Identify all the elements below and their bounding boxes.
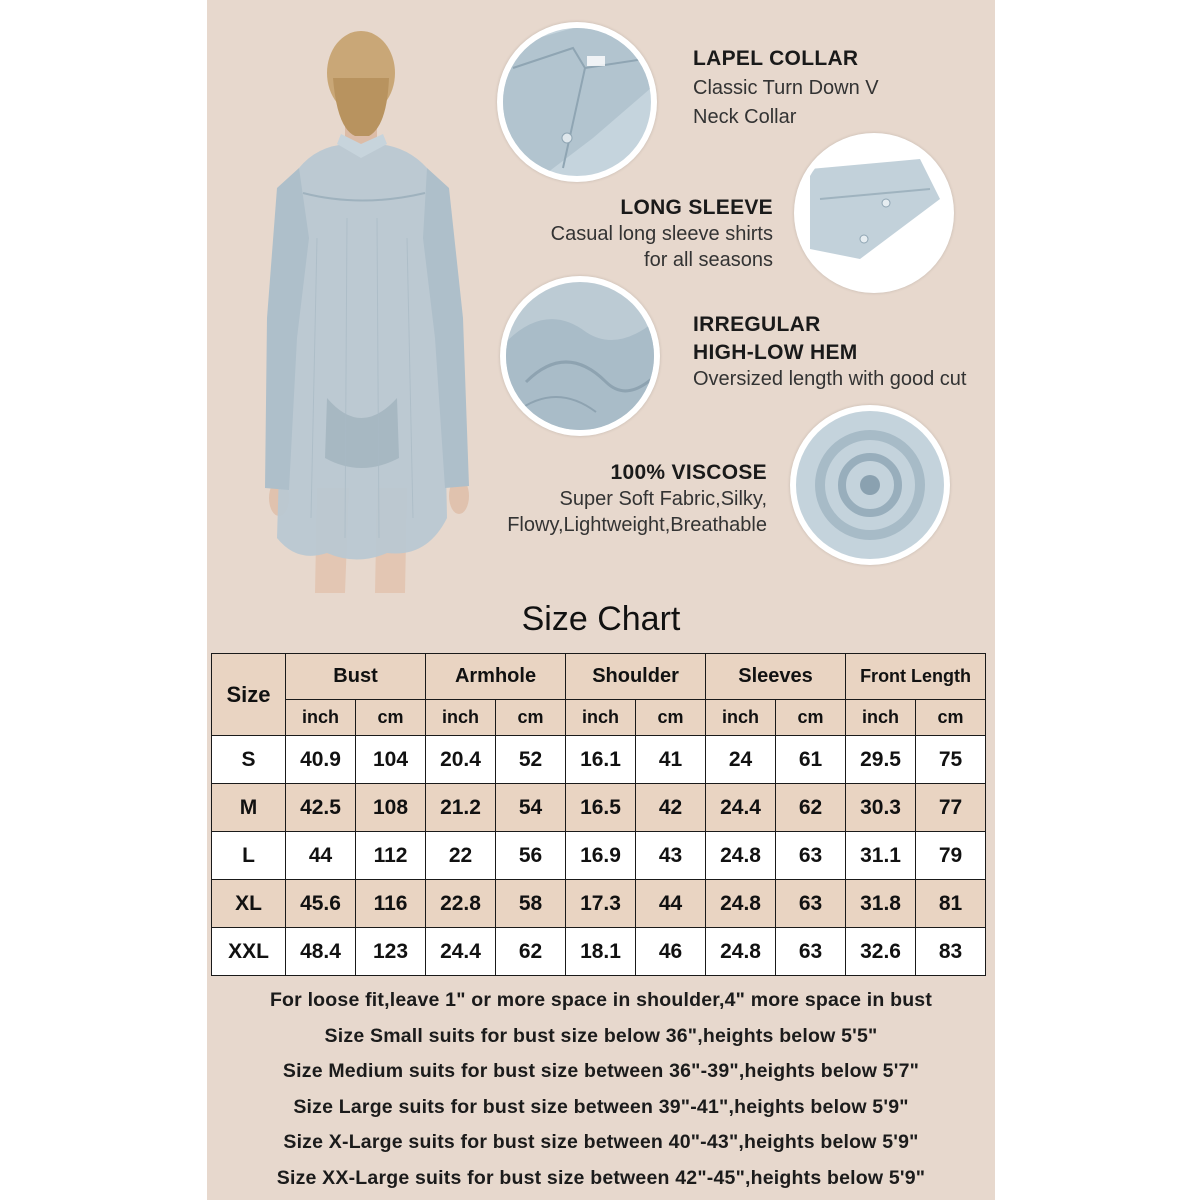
table-cell: 54: [496, 784, 566, 832]
unit-header: cm: [356, 700, 426, 736]
unit-header: cm: [776, 700, 846, 736]
feature-title: LONG SLEEVE: [620, 196, 773, 219]
table-row: [212, 880, 986, 928]
note-line: Size Small suits for bust size below 36",heights below 5'5": [324, 1024, 878, 1047]
table-row: [212, 928, 986, 976]
group-header-bust: Bust: [286, 654, 426, 700]
hem-detail-image: [500, 276, 660, 436]
feature-desc: Super Soft Fabric,Silky,: [559, 488, 767, 510]
table-cell: 108: [356, 784, 426, 832]
table-cell: 52: [496, 736, 566, 784]
feature-title: IRREGULAR: [693, 313, 821, 336]
table-cell: 30.3: [846, 784, 916, 832]
table-cell: 18.1: [566, 928, 636, 976]
size-header: Size: [212, 654, 286, 736]
size-chart-table: [211, 653, 986, 976]
feature-desc: Classic Turn Down V: [693, 77, 879, 99]
table-cell: 81: [916, 880, 986, 928]
feature-irregular-hem: [693, 312, 967, 392]
table-cell: 56: [496, 832, 566, 880]
size-notes: [207, 985, 995, 1198]
table-cell: 48.4: [286, 928, 356, 976]
feature-title: 100% VISCOSE: [610, 461, 767, 484]
unit-header: inch: [706, 700, 776, 736]
table-cell: 24.8: [706, 880, 776, 928]
table-cell: 42: [636, 784, 706, 832]
table-cell: 79: [916, 832, 986, 880]
group-header-front-length: Front Length: [846, 654, 986, 700]
note-line: Size X-Large suits for bust size between 40"-43",heights below 5'9": [283, 1131, 919, 1153]
table-cell: 63: [776, 928, 846, 976]
unit-header: inch: [846, 700, 916, 736]
table-cell: 83: [916, 928, 986, 976]
table-cell: 22.8: [426, 880, 496, 928]
table-cell: 16.1: [566, 736, 636, 784]
table-row: [212, 784, 986, 832]
table-cell: 32.6: [846, 928, 916, 976]
table-cell: 45.6: [286, 880, 356, 928]
table-cell: 24.4: [426, 928, 496, 976]
table-cell: 24: [706, 736, 776, 784]
group-header-sleeves: Sleeves: [706, 654, 846, 700]
feature-desc: Oversized length with good cut: [693, 368, 967, 390]
unit-header: inch: [286, 700, 356, 736]
feature-long-sleeve: [507, 195, 773, 273]
table-cell: 31.1: [846, 832, 916, 880]
note-line: Size XX-Large suits for bust size between 42"-45",heights below 5'9": [276, 1166, 926, 1189]
feature-title-line2: HIGH-LOW HEM: [693, 341, 858, 364]
feature-title: LAPEL COLLAR: [693, 47, 859, 70]
group-header-shoulder: Shoulder: [566, 654, 706, 700]
unit-header: cm: [916, 700, 986, 736]
fabric-detail-image: [790, 405, 950, 565]
table-cell: 24.8: [706, 832, 776, 880]
table-cell: 62: [776, 784, 846, 832]
table-cell: 31.8: [846, 880, 916, 928]
size-cell: S: [212, 736, 286, 784]
table-cell: 63: [776, 832, 846, 880]
model-back-view-image: [237, 18, 487, 593]
table-cell: 62: [496, 928, 566, 976]
feature-desc: for all seasons: [644, 249, 773, 271]
feature-lapel-collar: [693, 46, 879, 130]
feature-viscose: [477, 460, 767, 538]
table-row: [212, 832, 986, 880]
table-cell: 24.4: [706, 784, 776, 832]
table-cell: 17.3: [566, 880, 636, 928]
note-line: Size Medium suits for bust size between 36"-39",heights below 5'7": [282, 1060, 920, 1082]
size-cell: M: [212, 784, 286, 832]
table-cell: 112: [356, 832, 426, 880]
table-cell: 20.4: [426, 736, 496, 784]
table-cell: 123: [356, 928, 426, 976]
table-cell: 21.2: [426, 784, 496, 832]
size-cell: L: [212, 832, 286, 880]
unit-header: cm: [636, 700, 706, 736]
unit-header: cm: [496, 700, 566, 736]
product-image: [207, 0, 995, 1200]
group-header-armhole: Armhole: [426, 654, 566, 700]
size-cell: XXL: [212, 928, 286, 976]
table-cell: 104: [356, 736, 426, 784]
table-cell: 42.5: [286, 784, 356, 832]
size-cell: XL: [212, 880, 286, 928]
table-cell: 41: [636, 736, 706, 784]
table-cell: 40.9: [286, 736, 356, 784]
table-cell: 16.9: [566, 832, 636, 880]
table-cell: 44: [286, 832, 356, 880]
table-cell: 61: [776, 736, 846, 784]
collar-detail-image: [497, 22, 657, 182]
table-cell: 29.5: [846, 736, 916, 784]
table-cell: 43: [636, 832, 706, 880]
table-cell: 16.5: [566, 784, 636, 832]
table-cell: 24.8: [706, 928, 776, 976]
table-cell: 22: [426, 832, 496, 880]
feature-desc: Neck Collar: [693, 106, 797, 128]
feature-desc: Casual long sleeve shirts: [550, 223, 773, 245]
unit-header: inch: [566, 700, 636, 736]
unit-header: inch: [426, 700, 496, 736]
table-cell: 63: [776, 880, 846, 928]
size-chart-title: Size Chart: [521, 600, 681, 638]
table-cell: 77: [916, 784, 986, 832]
feature-desc: Flowy,Lightweight,Breathable: [507, 514, 767, 536]
table-cell: 116: [356, 880, 426, 928]
table-row: [212, 736, 986, 784]
table-cell: 46: [636, 928, 706, 976]
table-cell: 58: [496, 880, 566, 928]
note-line: For loose fit,leave 1" or more space in shoulder,4" more space in bust: [269, 989, 933, 1011]
table-cell: 44: [636, 880, 706, 928]
sleeve-detail-image: [794, 133, 954, 293]
note-line: Size Large suits for bust size between 39"-41",heights below 5'9": [293, 1095, 909, 1118]
table-cell: 75: [916, 736, 986, 784]
